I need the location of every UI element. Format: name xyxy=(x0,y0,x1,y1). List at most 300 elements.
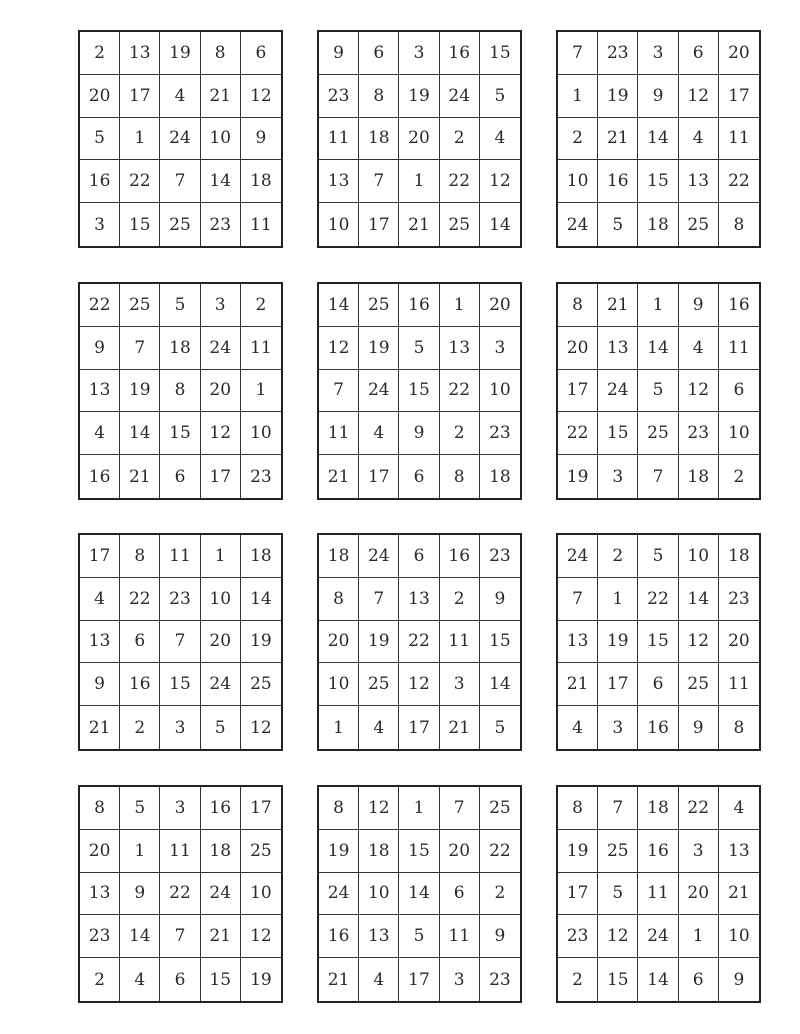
grid-cell: 13 xyxy=(719,830,759,873)
grid-cell: 11 xyxy=(719,118,759,161)
grid-cell: 7 xyxy=(120,327,160,370)
grid-cell: 1 xyxy=(319,706,359,749)
grid-cell: 19 xyxy=(160,32,200,75)
grid-cell: 24 xyxy=(558,535,598,578)
grid-cell: 25 xyxy=(241,663,281,706)
grid-cell: 22 xyxy=(719,160,759,203)
grid-cell: 14 xyxy=(241,578,281,621)
grid-cell: 3 xyxy=(440,958,480,1001)
number-square-5 xyxy=(317,282,522,500)
grid-cell: 20 xyxy=(319,621,359,664)
grid-cell: 18 xyxy=(359,830,399,873)
grid-cell: 19 xyxy=(319,830,359,873)
grid-cell: 2 xyxy=(80,958,120,1001)
grid-cell: 7 xyxy=(359,578,399,621)
grid-cell: 15 xyxy=(399,830,439,873)
grid-cell: 23 xyxy=(80,915,120,958)
grid-cell: 23 xyxy=(679,412,719,455)
grid-cell: 22 xyxy=(120,160,160,203)
grid-cell: 7 xyxy=(558,578,598,621)
grid-cell: 7 xyxy=(160,621,200,664)
grid-cell: 16 xyxy=(80,455,120,498)
grid-cell: 7 xyxy=(440,787,480,830)
grid-cell: 10 xyxy=(319,203,359,246)
grid-cell: 15 xyxy=(480,621,520,664)
grid-cell: 11 xyxy=(241,327,281,370)
number-square-7 xyxy=(78,533,283,751)
number-square-12 xyxy=(556,785,761,1003)
grid-cell: 1 xyxy=(598,578,638,621)
grid-cell: 16 xyxy=(120,663,160,706)
grid-cell: 14 xyxy=(679,578,719,621)
grid-cell: 21 xyxy=(319,455,359,498)
grid-cell: 13 xyxy=(399,578,439,621)
grid-cell: 21 xyxy=(440,706,480,749)
grid-cell: 2 xyxy=(558,958,598,1001)
grid-cell: 8 xyxy=(733,717,745,738)
grid-cell: 20 xyxy=(201,621,241,664)
grid-cell: 2 xyxy=(598,535,638,578)
grid-cell: 3 xyxy=(638,32,678,75)
grid-cell: 12 xyxy=(679,75,719,118)
grid-cell: 9 xyxy=(80,663,120,706)
grid-cell: 1 xyxy=(679,915,719,958)
grid-cell: 21 xyxy=(80,706,120,749)
grid-cell: 7 xyxy=(160,915,200,958)
grid-cell: 19 xyxy=(250,969,272,990)
grid-cell: 9 xyxy=(319,32,359,75)
grid-cell: 12 xyxy=(399,663,439,706)
grid-cell: 19 xyxy=(359,621,399,664)
grid-cell: 16 xyxy=(638,706,678,749)
grid-cell: 15 xyxy=(638,160,678,203)
grid-cell: 3 xyxy=(598,455,638,498)
grid-cell: 8 xyxy=(558,787,598,830)
grid-cell: 6 xyxy=(160,455,200,498)
grid-cell: 21 xyxy=(201,915,241,958)
grid-cell: 17 xyxy=(120,75,160,118)
grid-cell: 1 xyxy=(440,284,480,327)
grid-cell: 20 xyxy=(679,873,719,916)
grid-cell: 6 xyxy=(359,32,399,75)
grid-cell: 22 xyxy=(679,787,719,830)
grid-cell: 1 xyxy=(558,75,598,118)
grid-cell: 23 xyxy=(480,535,520,578)
grid-cell: 25 xyxy=(679,203,719,246)
grid-cell: 24 xyxy=(160,118,200,161)
grid-cell: 18 xyxy=(679,455,719,498)
grid-cell: 11 xyxy=(160,535,200,578)
grid-cell: 1 xyxy=(120,830,160,873)
number-square-3 xyxy=(556,30,761,248)
grid-cell: 11 xyxy=(160,830,200,873)
grid-cell: 5 xyxy=(494,717,506,738)
grid-cell: 5 xyxy=(638,535,678,578)
grid-cell: 18 xyxy=(638,787,678,830)
grid-cell: 10 xyxy=(480,370,520,413)
grid-cell: 17 xyxy=(359,455,399,498)
grid-cell: 11 xyxy=(440,915,480,958)
grid-cell: 9 xyxy=(480,915,520,958)
grid-cell: 21 xyxy=(399,203,439,246)
grid-cell: 25 xyxy=(120,284,160,327)
grid-cell: 25 xyxy=(359,663,399,706)
grid-cell: 23 xyxy=(201,203,241,246)
number-square-10 xyxy=(78,785,283,1003)
grid-cell: 10 xyxy=(679,535,719,578)
grid-cell: 16 xyxy=(80,160,120,203)
grid-cell: 12 xyxy=(359,787,399,830)
grid-cell: 5 xyxy=(201,706,241,749)
grid-cell: 15 xyxy=(598,958,638,1001)
grid-cell: 16 xyxy=(719,284,759,327)
grid-cell: 2 xyxy=(440,578,480,621)
grid-cell: 11 xyxy=(719,327,759,370)
grid-cell: 23 xyxy=(558,915,598,958)
grid-cell: 8 xyxy=(201,32,241,75)
grid-cell: 5 xyxy=(399,915,439,958)
grid-cell: 4 xyxy=(359,706,399,749)
grid-cell: 24 xyxy=(359,370,399,413)
grid-cell: 15 xyxy=(160,412,200,455)
grid-cell: 14 xyxy=(638,958,678,1001)
grid-cell: 14 xyxy=(638,118,678,161)
grid-cell: 23 xyxy=(598,32,638,75)
grid-cell: 25 xyxy=(598,830,638,873)
grid-cell: 10 xyxy=(359,873,399,916)
grid-cell: 13 xyxy=(80,621,120,664)
grid-cell: 16 xyxy=(598,160,638,203)
grid-cell: 1 xyxy=(399,160,439,203)
grid-cell: 9 xyxy=(733,969,745,990)
grid-cell: 13 xyxy=(598,327,638,370)
grid-cell: 5 xyxy=(120,787,160,830)
grid-cell: 5 xyxy=(480,75,520,118)
grid-cell: 3 xyxy=(480,327,520,370)
grid-cell: 3 xyxy=(440,663,480,706)
grid-cell: 18 xyxy=(241,160,281,203)
grid-cell: 19 xyxy=(558,830,598,873)
grid-cell: 15 xyxy=(598,412,638,455)
grid-cell: 22 xyxy=(480,830,520,873)
grid-cell: 6 xyxy=(638,663,678,706)
grid-cell: 13 xyxy=(558,621,598,664)
grid-cell: 24 xyxy=(440,75,480,118)
grid-cell: 4 xyxy=(679,327,719,370)
grid-cell: 4 xyxy=(719,787,759,830)
grid-cell: 10 xyxy=(201,118,241,161)
grid-cell: 20 xyxy=(399,118,439,161)
grid-cell: 25 xyxy=(480,787,520,830)
grid-cell: 18 xyxy=(638,203,678,246)
grid-cell: 21 xyxy=(319,958,359,1001)
grid-cell: 14 xyxy=(399,873,439,916)
grid-cell: 9 xyxy=(241,118,281,161)
grid-cell: 1 xyxy=(120,118,160,161)
grid-cell: 8 xyxy=(733,214,745,235)
grid-cell: 15 xyxy=(399,370,439,413)
grid-cell: 22 xyxy=(440,160,480,203)
grid-cell: 12 xyxy=(241,915,281,958)
grid-cell: 23 xyxy=(719,578,759,621)
grid-cell: 19 xyxy=(558,455,598,498)
number-square-8 xyxy=(317,533,522,751)
grid-cell: 21 xyxy=(120,455,160,498)
grid-cell: 11 xyxy=(319,412,359,455)
grid-cell: 9 xyxy=(399,412,439,455)
grid-cell: 15 xyxy=(160,663,200,706)
grid-cell: 10 xyxy=(241,873,281,916)
number-square-4 xyxy=(78,282,283,500)
grid-cell: 17 xyxy=(241,787,281,830)
grid-cell: 3 xyxy=(160,787,200,830)
grid-cell: 8 xyxy=(440,455,480,498)
grid-cell: 24 xyxy=(201,327,241,370)
grid-cell: 2 xyxy=(80,32,120,75)
grid-cell: 18 xyxy=(319,535,359,578)
grid-cell: 24 xyxy=(201,663,241,706)
grid-cell: 21 xyxy=(719,873,759,916)
grid-cell: 4 xyxy=(160,75,200,118)
grid-cell: 2 xyxy=(120,706,160,749)
grid-cell: 6 xyxy=(120,621,160,664)
grid-cell: 18 xyxy=(201,830,241,873)
grid-cell: 25 xyxy=(160,203,200,246)
grid-cell: 6 xyxy=(440,873,480,916)
grid-cell: 5 xyxy=(160,284,200,327)
grid-cell: 9 xyxy=(480,578,520,621)
grid-cell: 23 xyxy=(480,412,520,455)
grid-cell: 2 xyxy=(241,284,281,327)
grid-cell: 20 xyxy=(719,621,759,664)
grid-cell: 14 xyxy=(489,214,511,235)
grid-cell: 3 xyxy=(80,203,120,246)
grid-cell: 19 xyxy=(120,370,160,413)
grid-cell: 2 xyxy=(480,873,520,916)
grid-cell: 13 xyxy=(80,873,120,916)
grid-cell: 16 xyxy=(319,915,359,958)
grid-cell: 4 xyxy=(80,412,120,455)
grid-cell: 13 xyxy=(120,32,160,75)
grid-cell: 22 xyxy=(160,873,200,916)
grid-cell: 8 xyxy=(120,535,160,578)
grid-cell: 8 xyxy=(319,787,359,830)
grid-cell: 5 xyxy=(638,370,678,413)
grid-cell: 3 xyxy=(160,706,200,749)
grid-cell: 1 xyxy=(399,787,439,830)
grid-cell: 6 xyxy=(719,370,759,413)
grid-cell: 6 xyxy=(241,32,281,75)
grid-cell: 24 xyxy=(558,203,598,246)
grid-cell: 20 xyxy=(80,830,120,873)
grid-cell: 17 xyxy=(558,370,598,413)
grid-cell: 13 xyxy=(679,160,719,203)
grid-cell: 22 xyxy=(399,621,439,664)
grid-cell: 16 xyxy=(440,32,480,75)
grid-cell: 17 xyxy=(80,535,120,578)
grid-cell: 12 xyxy=(319,327,359,370)
grid-cell: 23 xyxy=(489,969,511,990)
grid-cell: 5 xyxy=(399,327,439,370)
grid-cell: 12 xyxy=(250,717,272,738)
grid-cell: 9 xyxy=(679,284,719,327)
grid-cell: 7 xyxy=(359,160,399,203)
grid-cell: 18 xyxy=(359,118,399,161)
grid-cell: 10 xyxy=(558,160,598,203)
grid-cell: 4 xyxy=(80,578,120,621)
grid-cell: 16 xyxy=(399,284,439,327)
grid-cell: 19 xyxy=(241,621,281,664)
grid-cell: 18 xyxy=(241,535,281,578)
grid-cell: 13 xyxy=(319,160,359,203)
grid-cell: 2 xyxy=(558,118,598,161)
grid-cell: 9 xyxy=(638,75,678,118)
grid-cell: 1 xyxy=(241,370,281,413)
grid-cell: 4 xyxy=(679,118,719,161)
grid-cell: 9 xyxy=(80,327,120,370)
grid-cell: 16 xyxy=(440,535,480,578)
grid-cell: 14 xyxy=(480,663,520,706)
grid-cell: 17 xyxy=(598,663,638,706)
grid-cell: 6 xyxy=(679,958,719,1001)
grid-cell: 14 xyxy=(120,915,160,958)
grid-cell: 8 xyxy=(319,578,359,621)
grid-cell: 16 xyxy=(638,830,678,873)
grid-cell: 3 xyxy=(598,706,638,749)
number-square-6 xyxy=(556,282,761,500)
grid-cell: 2 xyxy=(733,466,745,487)
grid-cell: 1 xyxy=(201,535,241,578)
grid-cell: 14 xyxy=(319,284,359,327)
number-square-9 xyxy=(556,533,761,751)
grid-cell: 20 xyxy=(558,327,598,370)
grid-cell: 12 xyxy=(679,370,719,413)
grid-cell: 23 xyxy=(160,578,200,621)
grid-cell: 20 xyxy=(201,370,241,413)
grid-cell: 19 xyxy=(598,75,638,118)
grid-cell: 15 xyxy=(638,621,678,664)
grid-cell: 17 xyxy=(558,873,598,916)
grid-cell: 18 xyxy=(719,535,759,578)
grid-cell: 15 xyxy=(201,958,241,1001)
grid-cell: 17 xyxy=(359,203,399,246)
grid-cell: 21 xyxy=(558,663,598,706)
grid-cell: 20 xyxy=(80,75,120,118)
grid-cell: 24 xyxy=(638,915,678,958)
grid-cell: 12 xyxy=(598,915,638,958)
grid-cell: 3 xyxy=(201,284,241,327)
grid-cell: 11 xyxy=(719,663,759,706)
grid-cell: 25 xyxy=(359,284,399,327)
grid-cell: 9 xyxy=(120,873,160,916)
grid-cell: 20 xyxy=(440,830,480,873)
grid-cell: 1 xyxy=(638,284,678,327)
grid-cell: 19 xyxy=(399,75,439,118)
grid-cell: 25 xyxy=(638,412,678,455)
number-square-11 xyxy=(317,785,522,1003)
grid-cell: 25 xyxy=(241,830,281,873)
grid-cell: 17 xyxy=(399,706,439,749)
grid-cell: 23 xyxy=(319,75,359,118)
grid-cell: 15 xyxy=(480,32,520,75)
grid-cell: 10 xyxy=(719,412,759,455)
grid-cell: 22 xyxy=(638,578,678,621)
grid-cell: 10 xyxy=(241,412,281,455)
grid-cell: 6 xyxy=(679,32,719,75)
grid-cell: 8 xyxy=(160,370,200,413)
grid-cell: 6 xyxy=(160,958,200,1001)
grid-cell: 24 xyxy=(319,873,359,916)
grid-cell: 22 xyxy=(80,284,120,327)
grid-cell: 12 xyxy=(480,160,520,203)
grid-cell: 12 xyxy=(241,75,281,118)
grid-cell: 22 xyxy=(120,578,160,621)
grid-cell: 8 xyxy=(80,787,120,830)
grid-cell: 15 xyxy=(120,203,160,246)
grid-cell: 14 xyxy=(201,160,241,203)
grid-cell: 7 xyxy=(638,455,678,498)
grid-cell: 3 xyxy=(399,32,439,75)
grid-cell: 11 xyxy=(638,873,678,916)
grid-cell: 4 xyxy=(359,412,399,455)
grid-cell: 7 xyxy=(598,787,638,830)
grid-cell: 17 xyxy=(399,958,439,1001)
grid-cell: 9 xyxy=(679,706,719,749)
grid-cell: 24 xyxy=(598,370,638,413)
grid-cell: 4 xyxy=(120,958,160,1001)
grid-cell: 13 xyxy=(440,327,480,370)
grid-cell: 10 xyxy=(201,578,241,621)
grid-cell: 18 xyxy=(489,466,511,487)
grid-cell: 17 xyxy=(719,75,759,118)
grid-cell: 17 xyxy=(201,455,241,498)
grid-cell: 19 xyxy=(359,327,399,370)
grid-cell: 20 xyxy=(719,32,759,75)
grid-cell: 14 xyxy=(120,412,160,455)
grid-cell: 6 xyxy=(399,535,439,578)
grid-cell: 7 xyxy=(558,32,598,75)
grid-cell: 21 xyxy=(201,75,241,118)
grid-cell: 13 xyxy=(359,915,399,958)
grid-cell: 2 xyxy=(440,412,480,455)
grid-cell: 5 xyxy=(80,118,120,161)
grid-cell: 3 xyxy=(679,830,719,873)
grid-cell: 22 xyxy=(558,412,598,455)
grid-cell: 11 xyxy=(319,118,359,161)
grid-cell: 21 xyxy=(598,118,638,161)
grid-cell: 25 xyxy=(679,663,719,706)
grid-cell: 19 xyxy=(598,621,638,664)
number-square-1 xyxy=(78,30,283,248)
grid-cell: 10 xyxy=(719,915,759,958)
grid-cell: 18 xyxy=(160,327,200,370)
grid-cell: 4 xyxy=(558,706,598,749)
number-square-2 xyxy=(317,30,522,248)
grid-cell: 7 xyxy=(160,160,200,203)
grid-cell: 24 xyxy=(201,873,241,916)
grid-cell: 12 xyxy=(679,621,719,664)
grid-cell: 22 xyxy=(440,370,480,413)
grid-cell: 20 xyxy=(480,284,520,327)
grid-cell: 2 xyxy=(440,118,480,161)
grid-cell: 8 xyxy=(359,75,399,118)
grid-cell: 23 xyxy=(250,466,272,487)
grid-cell: 11 xyxy=(250,214,272,235)
grid-cell: 25 xyxy=(440,203,480,246)
grid-cell: 14 xyxy=(638,327,678,370)
grid-cell: 8 xyxy=(558,284,598,327)
grid-cell: 7 xyxy=(319,370,359,413)
